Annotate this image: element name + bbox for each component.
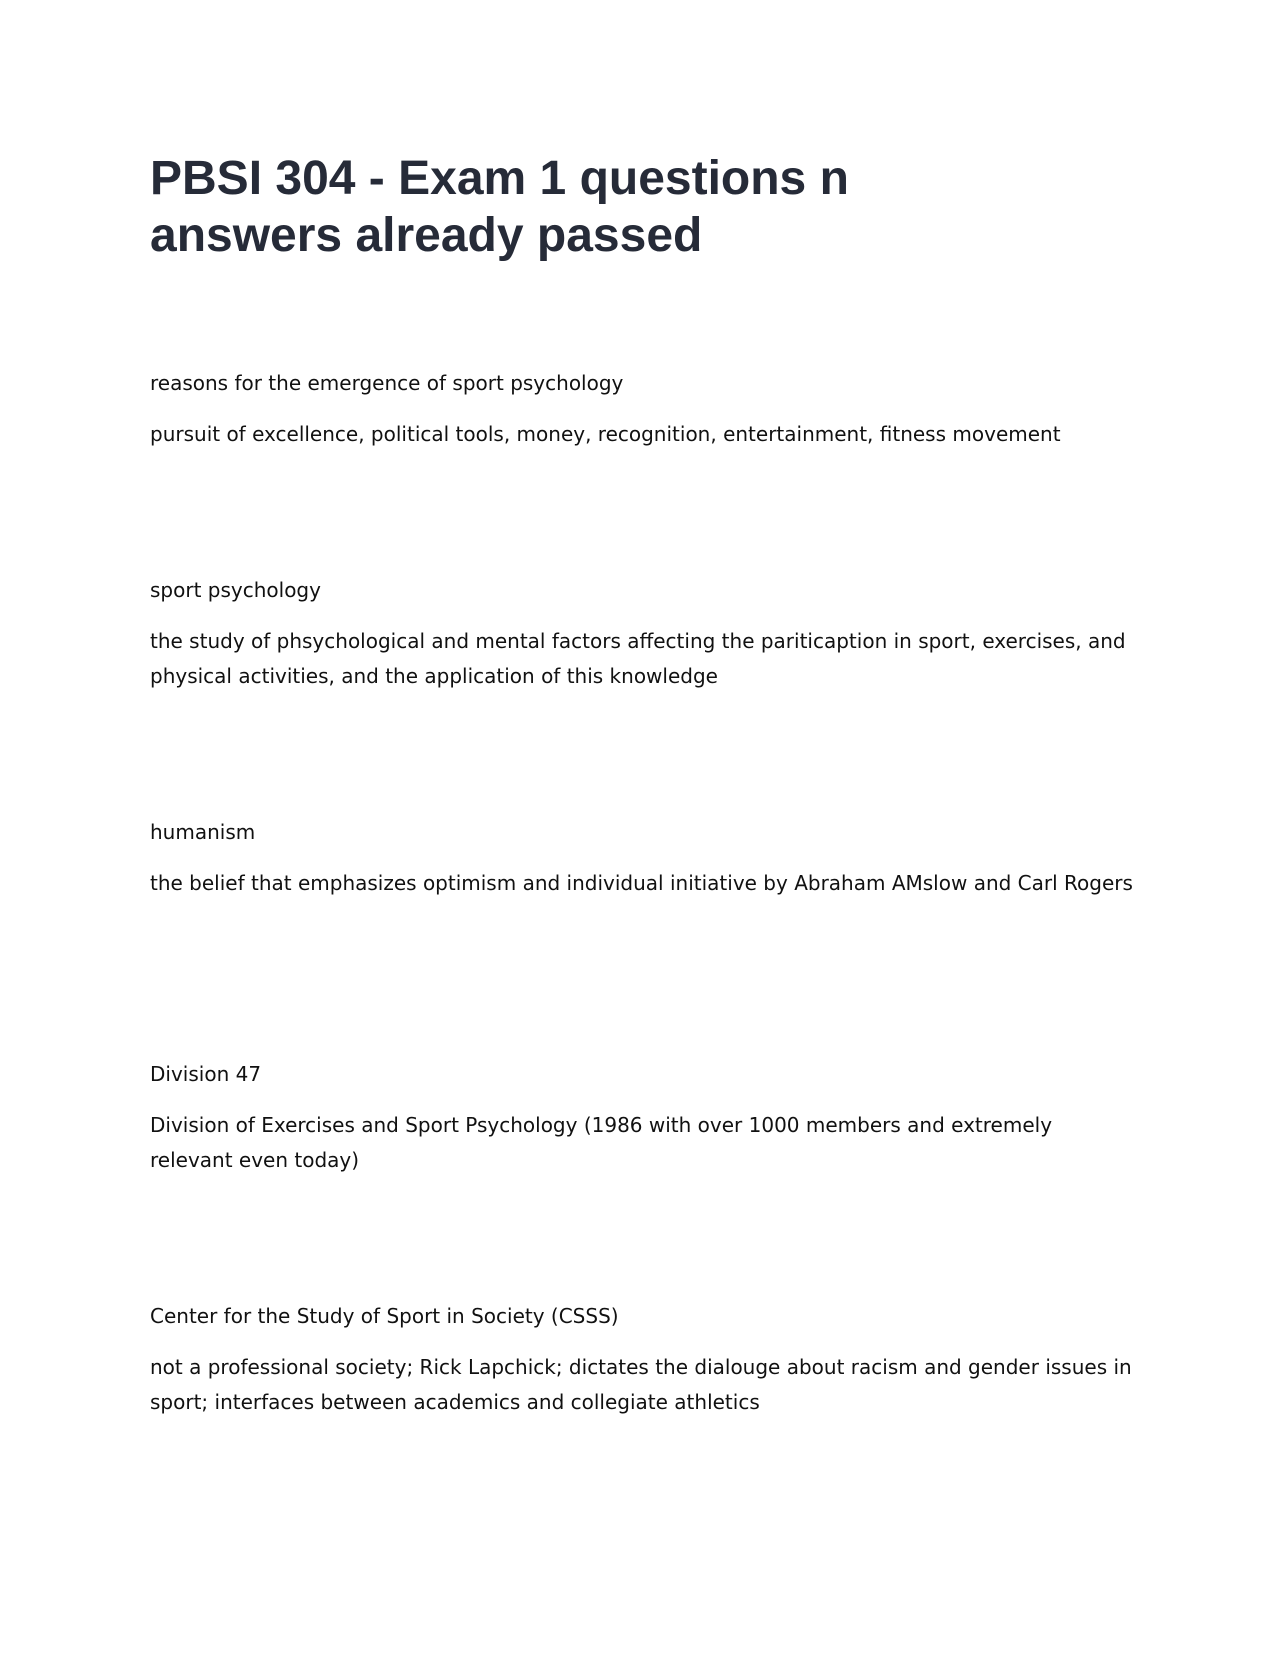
- question-term: reasons for the emergence of sport psychology: [150, 371, 624, 395]
- document-title: [150, 150, 950, 264]
- qa-item: [150, 573, 1140, 694]
- title-line-2: answers already passed: [150, 209, 703, 262]
- title-line-1: PBSI 304 - Exam 1 questions n: [150, 152, 849, 205]
- qa-item: [150, 1299, 1140, 1420]
- qa-item: [150, 366, 1140, 452]
- answer-definition: the study of phsychological and mental factors affecting the pariticaption in sport, exercises, and physical activities, and the application of this knowledge: [150, 629, 1126, 688]
- question-term: humanism: [150, 820, 256, 844]
- answer-definition: Division of Exercises and Sport Psychology (1986 with over 1000 members and extremely relevant even today): [150, 1113, 1053, 1172]
- qa-item: [150, 1057, 1140, 1178]
- question-term: sport psychology: [150, 578, 321, 602]
- question-term: Center for the Study of Sport in Society (CSSS): [150, 1304, 619, 1328]
- answer-definition: the belief that emphasizes optimism and individual initiative by Abraham AMslow and Carl Rogers: [150, 871, 1133, 895]
- answer-definition: not a professional society; Rick Lapchick; dictates the dialouge about racism and gender issues in sport; interfaces between academics and collegiate athletics: [150, 1355, 1132, 1414]
- answer-definition: pursuit of excellence, political tools, money, recognition, entertainment, fitness movement: [150, 422, 1061, 446]
- question-term: Division 47: [150, 1062, 262, 1086]
- qa-item: [150, 815, 1140, 901]
